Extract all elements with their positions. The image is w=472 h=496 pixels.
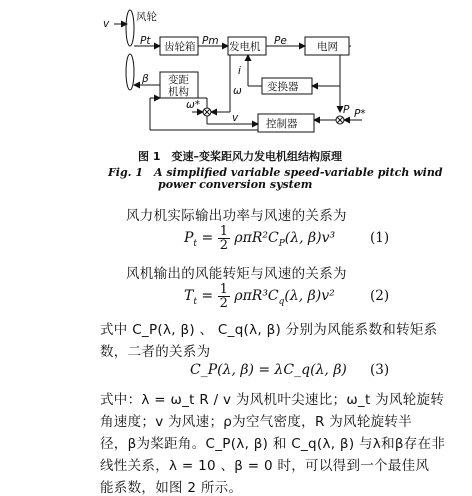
signal-Pm: Pm bbox=[202, 35, 219, 47]
paragraph-4-line3: 径，β为桨距角。C_P(λ, β) 和 C_q(λ, β) 与λ和β存在非 bbox=[100, 436, 446, 452]
equation-3: C_P(λ, β) = λC_q(λ, β) bbox=[190, 362, 347, 378]
generator-label: 发电机 bbox=[229, 41, 261, 53]
figure-caption-en-line1: Fig. 1 A simplified variable speed-variable pitch wind bbox=[108, 166, 443, 179]
signal-v: v bbox=[232, 112, 239, 124]
signal-beta: β bbox=[142, 73, 149, 85]
grid-label: 电网 bbox=[317, 41, 338, 53]
equation-1-number: (1) bbox=[370, 230, 390, 246]
signal-i: i bbox=[238, 65, 241, 77]
paragraph-4-line2: 角速度；v 为风速；ρ为空气密度，R 为风轮旋转半 bbox=[100, 414, 413, 430]
figure-caption-en-line2: power conversion system bbox=[158, 178, 313, 191]
paragraph-1: 风力机实际输出功率与风速的关系为 bbox=[126, 208, 347, 224]
rotor-blade-bottom bbox=[126, 54, 134, 90]
paragraph-4-line5: 能系数，如图 2 所示。 bbox=[100, 480, 243, 496]
equation-2-number: (2) bbox=[370, 288, 390, 304]
pitch-label-line1: 变距 bbox=[168, 74, 189, 86]
signal-Pt: Pt bbox=[140, 35, 151, 47]
equation-3-number: (3) bbox=[370, 362, 390, 378]
paragraph-2: 风机输出的风能转矩与风速的关系为 bbox=[126, 266, 347, 282]
paragraph-3-line2: 数，二者的关系为 bbox=[100, 344, 211, 360]
figure-caption-cn: 图 1 变速–变桨距风力发电机组结构原理 bbox=[138, 150, 342, 163]
rotor-label: 风轮 bbox=[136, 11, 157, 23]
equation-2: $T_t$ = $\frac{1}{2}$ $\rho\pi R^3C_q(\lambda$, β)v² bbox=[184, 281, 335, 311]
signal-omega-star: ω* bbox=[186, 99, 201, 111]
equation-1: $P_t$ = $\frac{1}{2}$ $\rho\pi R^2C_P(\lambda$, β)v³ bbox=[184, 223, 336, 253]
signal-Pe: Pe bbox=[274, 35, 287, 47]
paragraph-4-line4: 线性关系，λ = 10 、β = 0 时，可以得到一个最佳风 bbox=[100, 458, 430, 474]
signal-P-star: P* bbox=[354, 108, 366, 120]
rotor-blade-top bbox=[126, 10, 134, 46]
pitch-label-line2: 机构 bbox=[168, 86, 189, 98]
signal-omega: ω bbox=[233, 85, 242, 97]
gearbox-label: 齿轮箱 bbox=[164, 41, 196, 53]
paragraph-4-line1: 式中：λ = ω_t R / v 为风机叶尖速比；ω_t 为风轮旋转 bbox=[100, 392, 445, 408]
converter-label: 变换器 bbox=[267, 81, 299, 93]
controller-label: 控制器 bbox=[266, 118, 298, 130]
signal-P: P bbox=[343, 104, 350, 116]
wind-speed-input-label: v bbox=[103, 18, 110, 30]
paragraph-3-line1: 式中 C_P(λ, β) 、 C_q(λ, β) 分别为风能系数和转矩系 bbox=[100, 322, 438, 338]
wind-system-diagram bbox=[0, 0, 472, 150]
